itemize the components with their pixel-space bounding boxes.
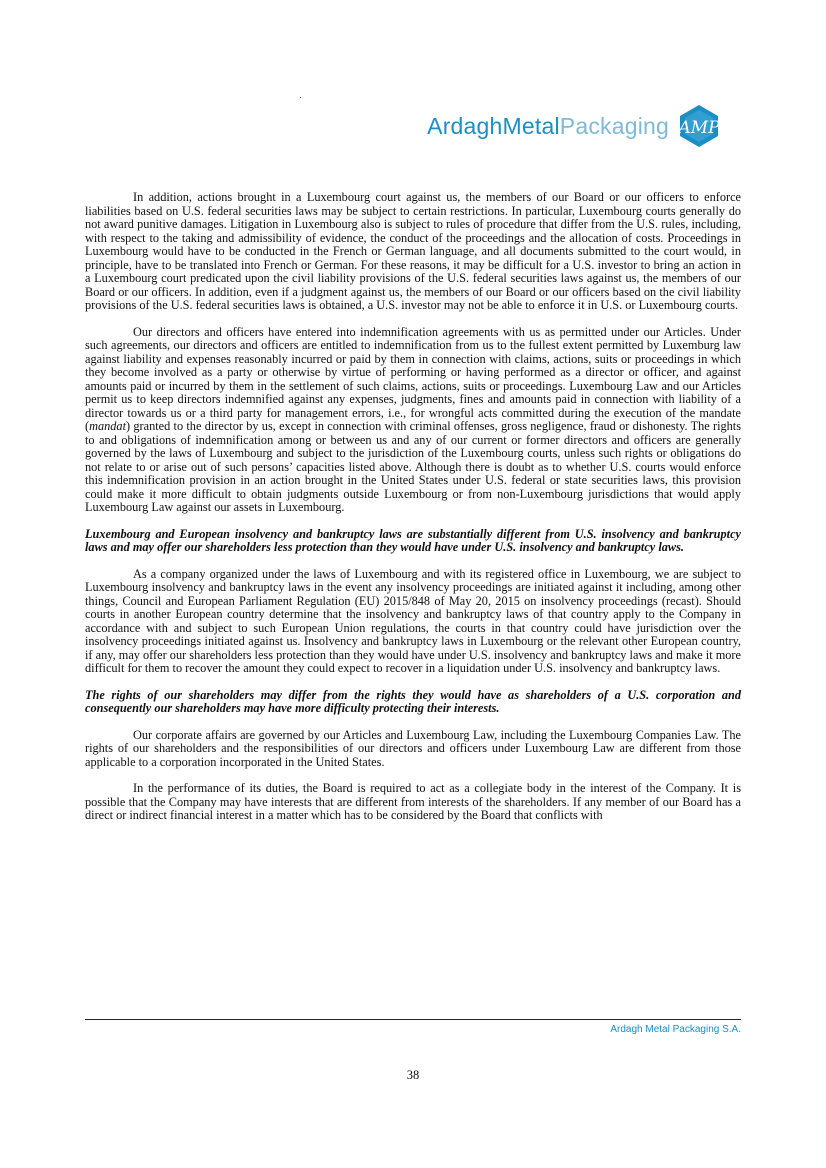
company-logo	[427, 104, 721, 148]
paragraph-indemnification	[85, 326, 741, 515]
paragraph-enforcement: In addition, actions brought in a Luxembourg court against us, the members of our Board or our officers to enforce liabilities based on U.S. federal securities laws may be subject to certain restrictions. In particular, Luxembourg courts generally do not award punitive damages. Litigation in Luxembourg also is subject to rules of procedure that differ from the U.S. rules, including, with respect to the taking and admissibility of evidence, the conduct of the proceedings and the allocation of costs. Proceedings in Luxembourg would have to be conducted in the French or German language, and all documents submitted to the court would, in principle, have to be translated into French or German. For these reasons, it may be difficult for a U.S. investor to bring an action in a Luxembourg court predicated upon the civil liability provisions of the U.S. federal securities laws against us, the members of our Board or our officers. In addition, even if a judgment against us, the members of our Board or our officers based on the civil liability provisions of the U.S. federal securities laws is obtained, a U.S. investor may not be able to enforce it in U.S. or Luxembourg courts.	[85, 190, 741, 312]
page-number: 38	[406, 1068, 420, 1082]
paragraph-insolvency: As a company organized under the laws of Luxembourg and with its registered office in Luxembourg, we are subject to Luxembourg insolvency and bankruptcy laws in the event any insolvency proceedings are initiated against it including, among other things, Council and European Parliament Regulation (EU) 2015/848 of May 20, 2015 on insolvency proceedings (recast). Should courts in another European country determine that the insolvency and bankruptcy laws of that country apply to the Company in accordance with and subject to such European Union regulations, the courts in that country could have jurisdiction over the insolvency proceedings initiated against us. Insolvency and bankruptcy laws in Luxembourg or the relevant other European country, if any, may offer our shareholders less protection than they would have under U.S. insolvency and bankruptcy laws and make it more difficult for them to recover the amount they could expect to recover in a liquidation under U.S. insolvency and bankruptcy laws.	[85, 566, 741, 675]
logo-word-packaging: Packaging	[559, 112, 669, 139]
logo-wordmark	[427, 113, 669, 140]
amp-logo-icon	[677, 104, 721, 148]
stray-dot	[300, 97, 301, 98]
footer-company-name: Ardagh Metal Packaging S.A.	[610, 1024, 741, 1035]
logo-word-ardagh: Ardagh	[427, 112, 503, 139]
paragraph-corporate-affairs: Our corporate affairs are governed by our Articles and Luxembourg Law, including the Luxembourg Companies Law. The rights of our shareholders and the responsibilities of our directors and officers under Luxembourg Law are different from those applicable to a corporation incorporated in the United States.	[85, 727, 741, 769]
risk-heading-insolvency: Luxembourg and European insolvency and bankruptcy laws are substantially different from U.S. insolvency and bankruptcy laws and may offer our shareholders less protection than they would have under U.S. insolvency and bankruptcy laws.	[85, 526, 741, 554]
paragraph-board-duties: In the performance of its duties, the Board is required to act as a collegiate body in the interest of the Company. It is possible that the Company may have interests that are different from interests of the shareholders. If any member of our Board has a direct or indirect financial interest in a matter which has to be considered by the Board that conflicts with	[85, 781, 741, 822]
document-body	[85, 191, 741, 836]
footer-divider	[85, 1019, 741, 1020]
logo-word-metal: Metal	[502, 112, 560, 139]
logo-mark-text: AMP	[678, 118, 720, 138]
term-mandat: mandat	[89, 419, 127, 433]
risk-heading-shareholder-rights: The rights of our shareholders may differ from the rights they would have as shareholders of a U.S. corporation and consequently our shareholders may have more difficulty protecting their interests.	[85, 687, 741, 715]
paragraph-indemnification-part1: Our directors and officers have entered into indemnification agreements with us as permitted under our Articles. Under such agreements, our directors and officers are entitled to indemnification from us to the fullest extent permitted by Luxemburg law against liability and expenses reasonably incurred or paid by them in connection with claims, actions, suits or proceedings in which they become involved as a party or otherwise by virtue of performing or having performed as a director or officer, and against amounts paid or incurred by them in the settlement of such claims, actions, suits or proceedings. Luxembourg Law and our Articles permit us to keep directors indemnified against any expenses, judgments, fines and amounts paid in connection with liability of a director towards us or a third party for management errors, i.e., for wrongful acts committed during the execution of the mandate (	[85, 324, 741, 433]
paragraph-indemnification-part2: ) granted to the director by us, except in connection with criminal offenses, gross negligence, fraud or dishonesty. The rights to and obligations of indemnification among or between us and any of our current or former directors and officers are generally governed by the laws of Luxembourg and subject to the jurisdiction of the Luxembourg courts, unless such rights or obligations do not relate to or arise out of such persons’ capacities listed above. Although there is doubt as to whether U.S. courts would enforce this indemnification provision in an action brought in the United States under U.S. federal or state securities laws, this provision could make it more difficult to obtain judgments outside Luxembourg or from non-Luxembourg jurisdictions that would apply Luxembourg Law against our assets in Luxembourg.	[85, 419, 741, 514]
